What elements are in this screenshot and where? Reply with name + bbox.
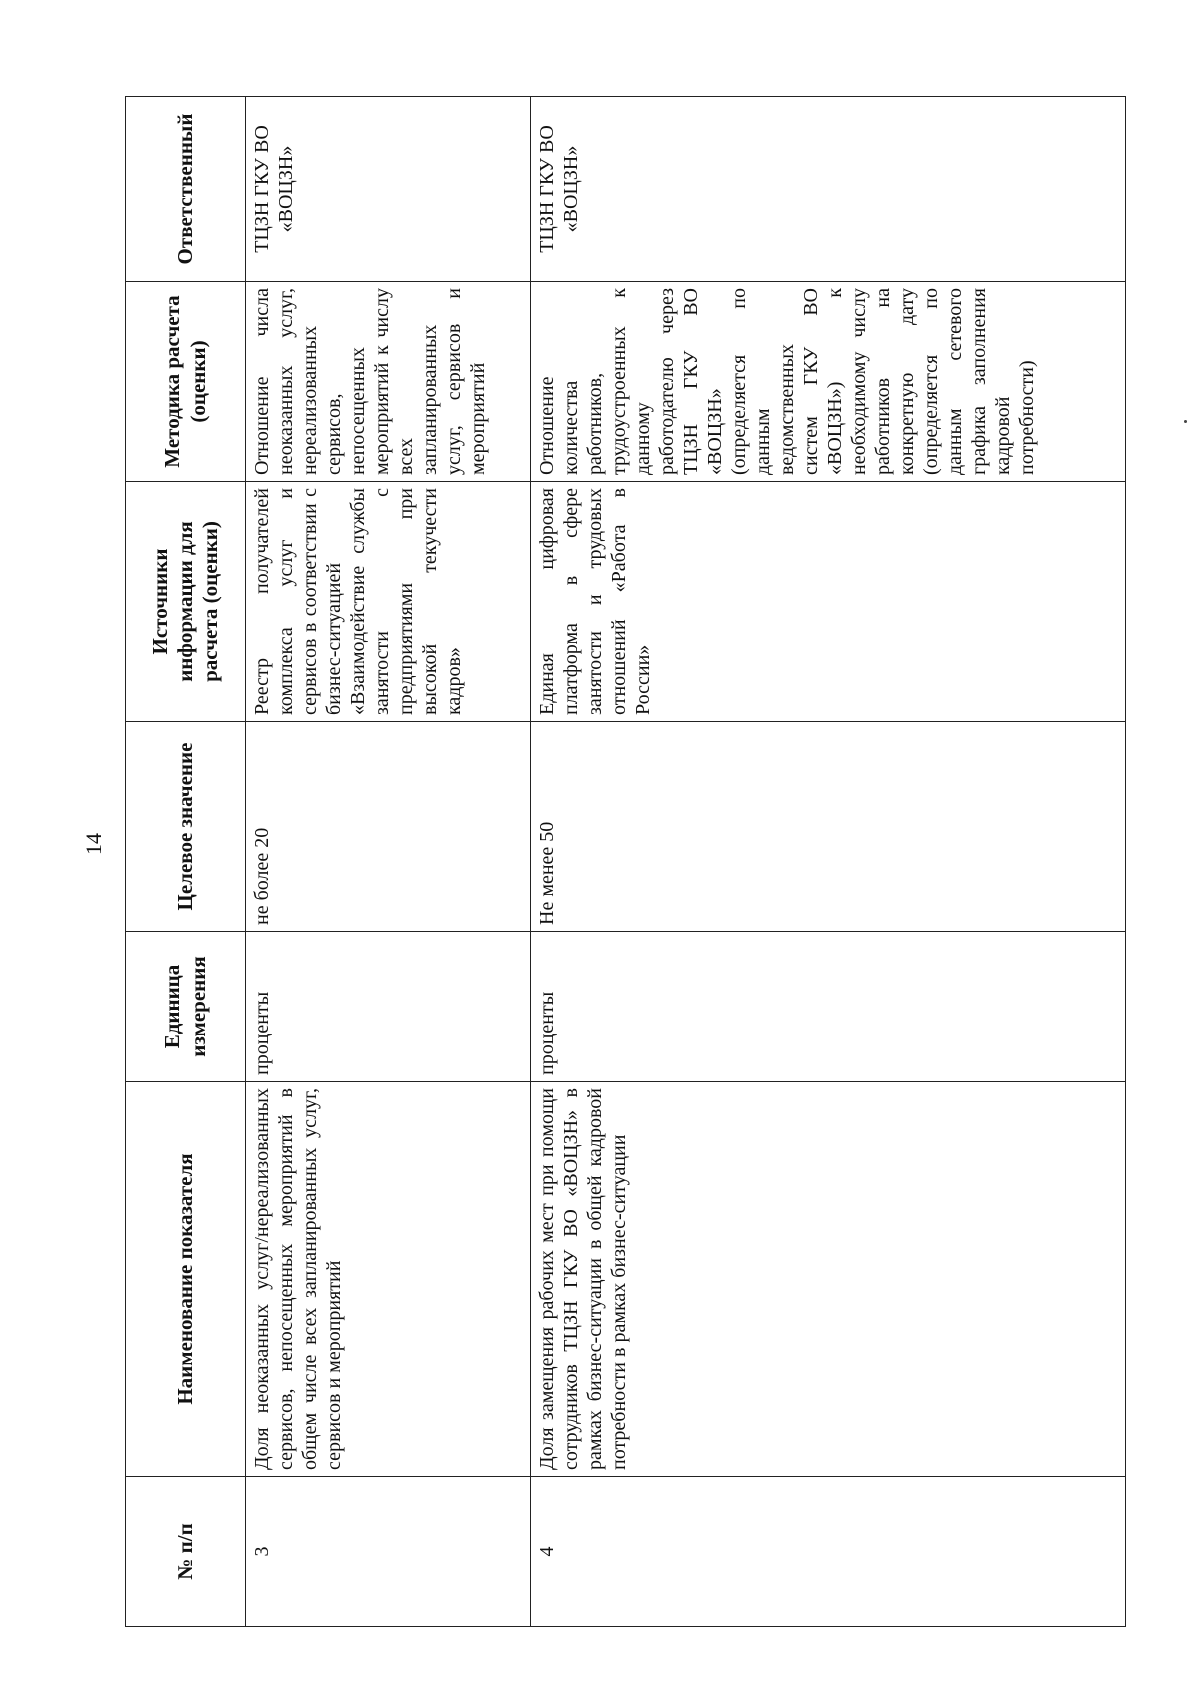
header-target: Целевое значение [126,722,246,932]
row-name: Доля замещения рабочих мест при помощи сотрудников ТЦЗН ГКУ ВО «ВОЦЗН» в рамках бизнес-ситуации в общей кадровой потребности в рамках бизнес-ситуации [531,1082,1126,1477]
row-method: Отношение количества работников, трудоустроенных к данному работодателю через ТЦЗН ГКУ ВО «ВОЦЗН» (определяется по данным ведомственных систем ГКУ ВО «ВОЦЗН») к необходимому числу работников на конкретную дату (определяется по данным сетевого графика заполнения кадровой потребности) [531,282,1126,482]
row-num: 3 [246,1477,531,1627]
rotated-table-wrapper [125,97,1125,1627]
table-row [246,97,531,1627]
row-responsible: ТЦЗН ГКУ ВО «ВОЦЗН» [246,97,531,282]
row-responsible: ТЦЗН ГКУ ВО «ВОЦЗН» [531,97,1126,282]
row-name: Доля неоказанных услуг/нереализованных сервисов, непосещенных мероприятий в общем числе всех запланированных услуг, сервисов и мероприятий [246,1082,531,1477]
row-method: Отношение числа неоказанных услуг, нереализованных сервисов, непосещенных мероприятий к числу всех запланированных услуг, сервисов и мероприятий [246,282,531,482]
table-header-row [126,97,246,1627]
row-source: Единая цифровая платформа в сфере занятости и трудовых отношений «Работа в России» [531,482,1126,722]
row-unit: проценты [246,932,531,1082]
header-num: № п/п [126,1477,246,1627]
row-num: 4 [531,1477,1126,1627]
row-unit: проценты [531,932,1126,1082]
header-name: Наименование показателя [126,1082,246,1477]
table-row [531,97,1126,1627]
scan-speck [1184,420,1187,423]
row-target: Не менее 50 [531,722,1126,932]
indicators-table [125,96,1126,1627]
row-source: Реестр получателей комплекса услуг и сервисов в соответствии с бизнес-ситуацией «Взаимодействие службы занятости с предприятиями при высокой текучести кадров» [246,482,531,722]
header-method: Методика расчета (оценки) [126,282,246,482]
header-responsible: Ответственный [126,97,246,282]
header-unit: Единица измерения [126,932,246,1082]
page-number: 14 [81,833,106,855]
header-source: Источники информации для расчета (оценки) [126,482,246,722]
row-target: не более 20 [246,722,531,932]
